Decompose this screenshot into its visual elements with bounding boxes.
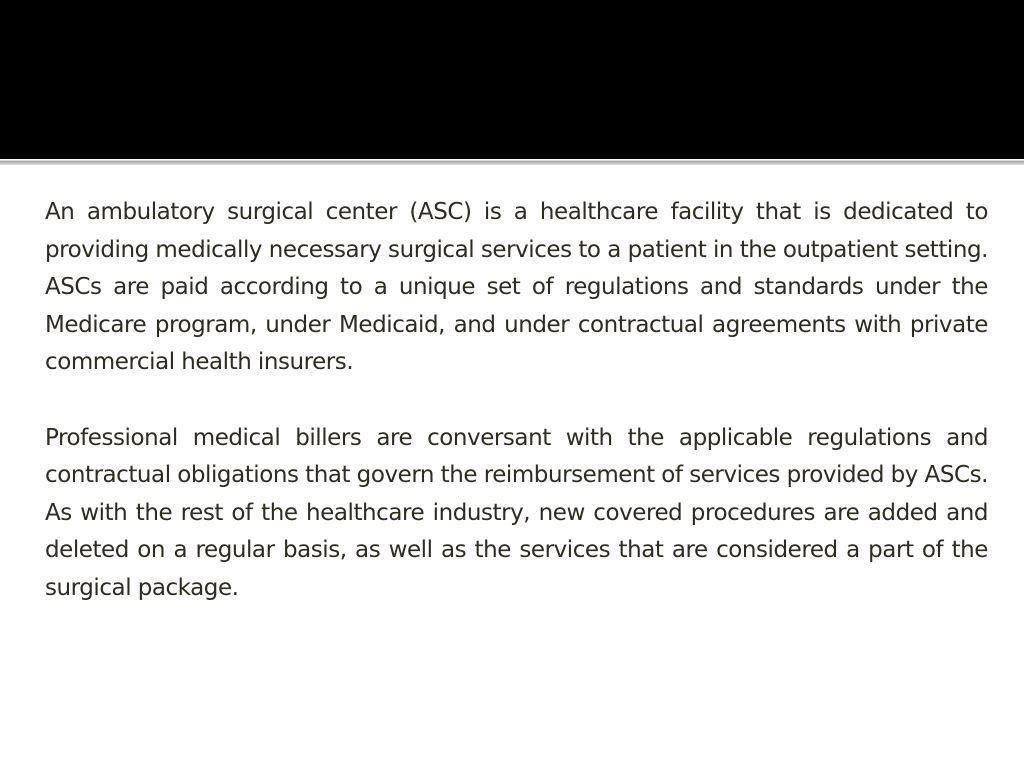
title-band — [0, 0, 1024, 159]
paragraph-medical-billers: Professional medical billers are conversant with the applicable regulations and contractual obligations that govern the reimbursement of services provided by ASCs. As with the rest of the healthcare industry, new covered procedures are added and deleted on a regular basis, as well as the services that are considered a part of the surgical package. — [45, 424, 988, 601]
paragraph-asc-definition: An ambulatory surgical center (ASC) is a healthcare facility that is dedicated to providing medically necessary surgical services to a patient in the outpatient setting. ASCs are paid according to a unique set of regulations and standards under the Medicare program, under Medicaid, and under contractual agreements with private commercial health insurers. — [45, 199, 988, 376]
divider-rule — [0, 159, 1024, 165]
slide-body — [45, 194, 988, 608]
